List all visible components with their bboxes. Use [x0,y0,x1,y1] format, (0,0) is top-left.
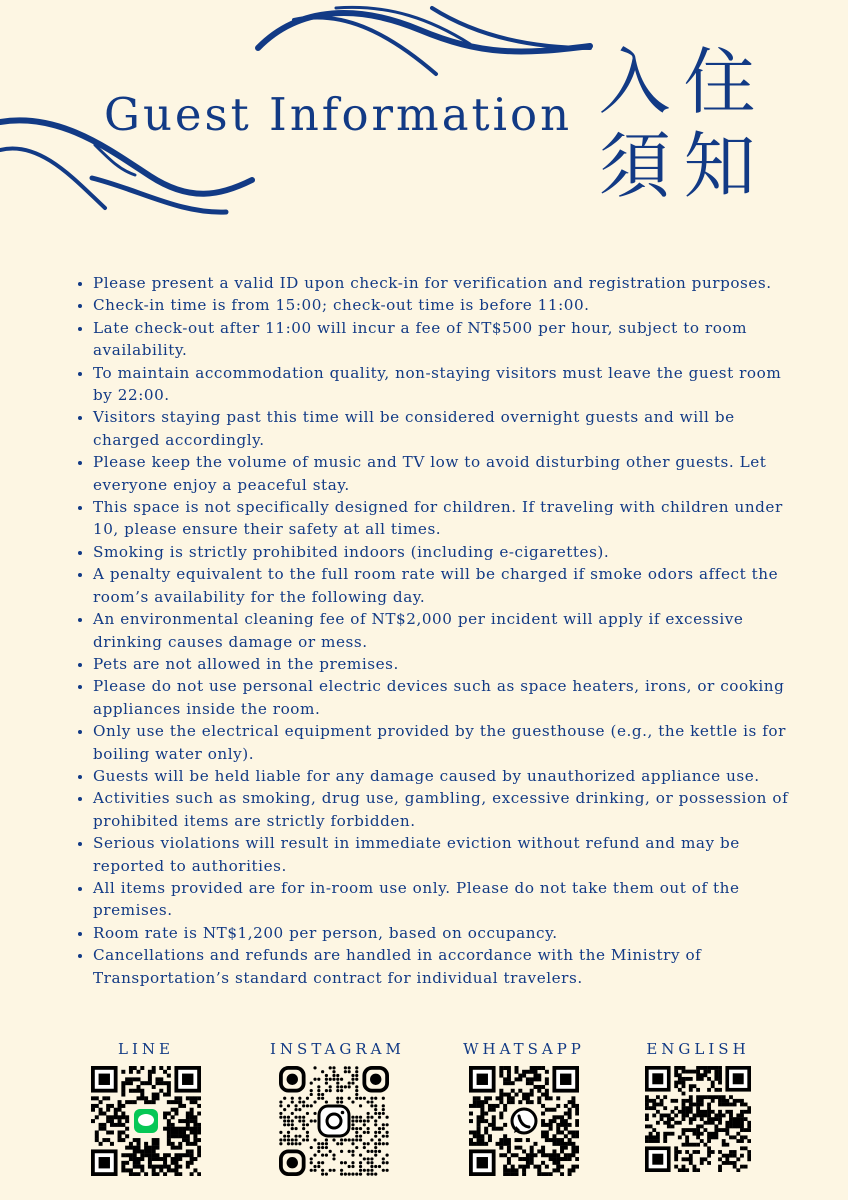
page-title: Guest Information [104,88,573,141]
title-cjk [592,40,762,208]
cjk-char: 住 [683,40,756,124]
rule-item: • Only use the electrical equipment provided by the guesthouse (e.g., the kettle is for boiling water only). [93,720,805,765]
whatsapp-qr-code[interactable] [469,1066,579,1176]
rule-item: • Room rate is NT$1,200 per person, based on occupancy. [93,922,805,944]
qr-label-instagram: INSTAGRAM [270,1040,405,1058]
qr-label-english: ENGLISH [646,1040,750,1058]
rule-item: • To maintain accommodation quality, non-staying visitors must leave the guest room by 22:00. [93,362,805,407]
instagram-qr-code[interactable] [279,1066,389,1176]
rule-item: • Pets are not allowed in the premises. [93,653,805,675]
rule-item: • Serious violations will result in immediate eviction without refund and may be reported to authorities. [93,832,805,877]
line-logo-icon [134,1109,158,1133]
qr-block-whatsapp [458,1040,590,1176]
cjk-char: 入 [598,40,671,124]
english-qr-code[interactable] [645,1066,751,1172]
rule-item: • Please do not use personal electric devices such as space heaters, irons, or cooking appliances inside the room. [93,675,805,720]
rule-item: • Cancellations and refunds are handled in accordance with the Ministry of Transportation’s standard contract for individual travelers. [93,944,805,989]
rule-item: • Guests will be held liable for any damage caused by unauthorized appliance use. [93,765,805,787]
cjk-char: 知 [683,124,756,208]
rule-item: • Late check-out after 11:00 will incur a fee of NT$500 per hour, subject to room availability. [93,317,805,362]
rule-item: • This space is not specifically designed for children. If traveling with children under 10, please ensure their safety at all times. [93,496,805,541]
qr-label-whatsapp: WHATSAPP [463,1040,585,1058]
rule-item: • Check-in time is from 15:00; check-out time is before 11:00. [93,294,805,316]
rule-item: • Smoking is strictly prohibited indoors (including e-cigarettes). [93,541,805,563]
rule-item: • Please keep the volume of music and TV low to avoid disturbing other guests. Let everyone enjoy a peaceful stay. [93,451,805,496]
rule-item: • Please present a valid ID upon check-in for verification and registration purposes. [93,272,805,294]
rule-item: • A penalty equivalent to the full room rate will be charged if smoke odors affect the room’s availability for the following day. [93,563,805,608]
rule-item: • Activities such as smoking, drug use, gambling, excessive drinking, or possession of prohibited items are strictly forbidden. [93,787,805,832]
whatsapp-logo-icon [512,1109,536,1133]
qr-block-line [82,1040,210,1176]
line-qr-code[interactable] [91,1066,201,1176]
rule-item: • All items provided are for in-room use only. Please do not take them out of the premises. [93,877,805,922]
rule-item: • Visitors staying past this time will be considered overnight guests and will be charged accordingly. [93,406,805,451]
cjk-char: 須 [598,124,671,208]
rule-item: • An environmental cleaning fee of NT$2,000 per incident will apply if excessive drinking causes damage or mess. [93,608,805,653]
instagram-logo-icon [319,1106,349,1136]
qr-block-instagram [270,1040,405,1176]
qr-block-english [636,1040,760,1172]
rules-list [72,272,805,989]
qr-label-line: LINE [118,1040,174,1058]
